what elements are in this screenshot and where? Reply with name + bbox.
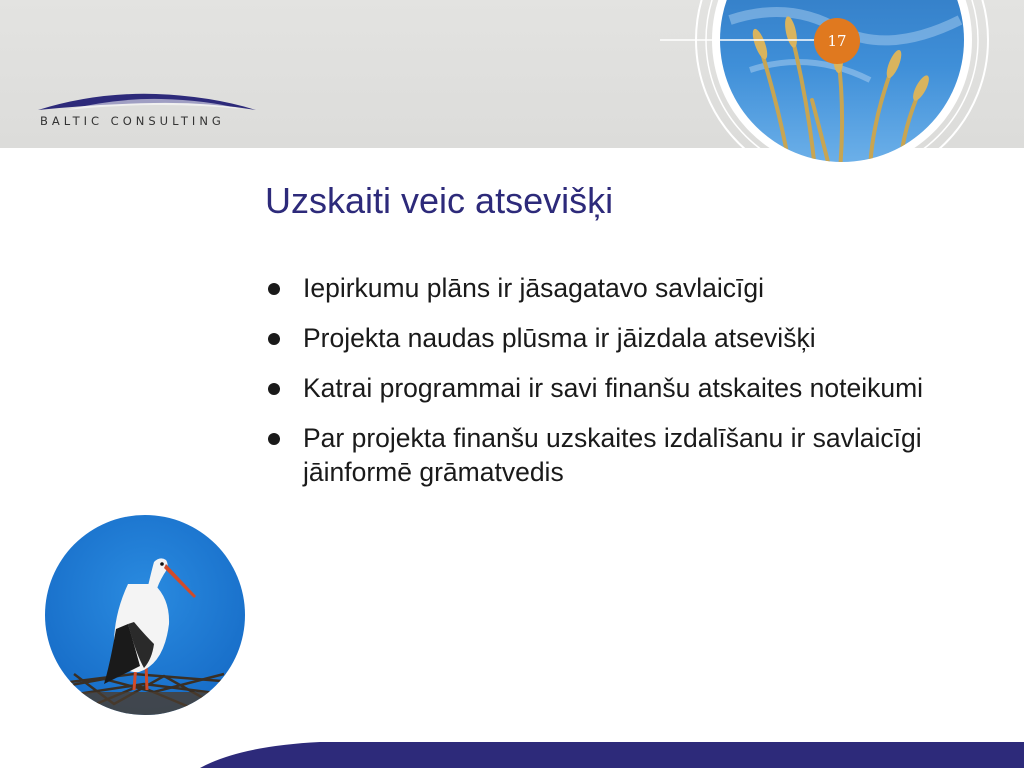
bullet-text: Iepirkumu plāns ir jāsagatavo savlaicīgi xyxy=(303,273,765,303)
bullet-text: Par projekta finanšu uzskaites izdalīšanu ir savlaicīgi jāinformē grāmatvedis xyxy=(303,423,922,487)
slide-title: Uzskaiti veic atsevišķi xyxy=(265,180,614,221)
bullet-item xyxy=(268,372,958,406)
bullet-text: Katrai programmai ir savi finanšu atskaites noteikumi xyxy=(303,373,924,403)
bullet-text: Projekta naudas plūsma ir jāizdala atsevišķi xyxy=(303,323,816,353)
bullet-item xyxy=(268,422,958,490)
bullet-icon xyxy=(268,433,280,445)
footer-bar xyxy=(0,740,1024,768)
page-number-badge: 17 xyxy=(814,18,860,64)
bullet-icon xyxy=(268,383,280,395)
bullet-icon xyxy=(268,283,280,295)
baltic-consulting-logo xyxy=(36,86,266,132)
bullet-item xyxy=(268,322,958,356)
logo-text: BALTIC CONSULTING xyxy=(40,114,225,128)
bullet-list xyxy=(268,272,958,506)
bullet-icon xyxy=(268,333,280,345)
logo-swoosh-icon xyxy=(36,86,266,116)
stork-on-nest-photo xyxy=(44,514,246,716)
bullet-item xyxy=(268,272,958,306)
